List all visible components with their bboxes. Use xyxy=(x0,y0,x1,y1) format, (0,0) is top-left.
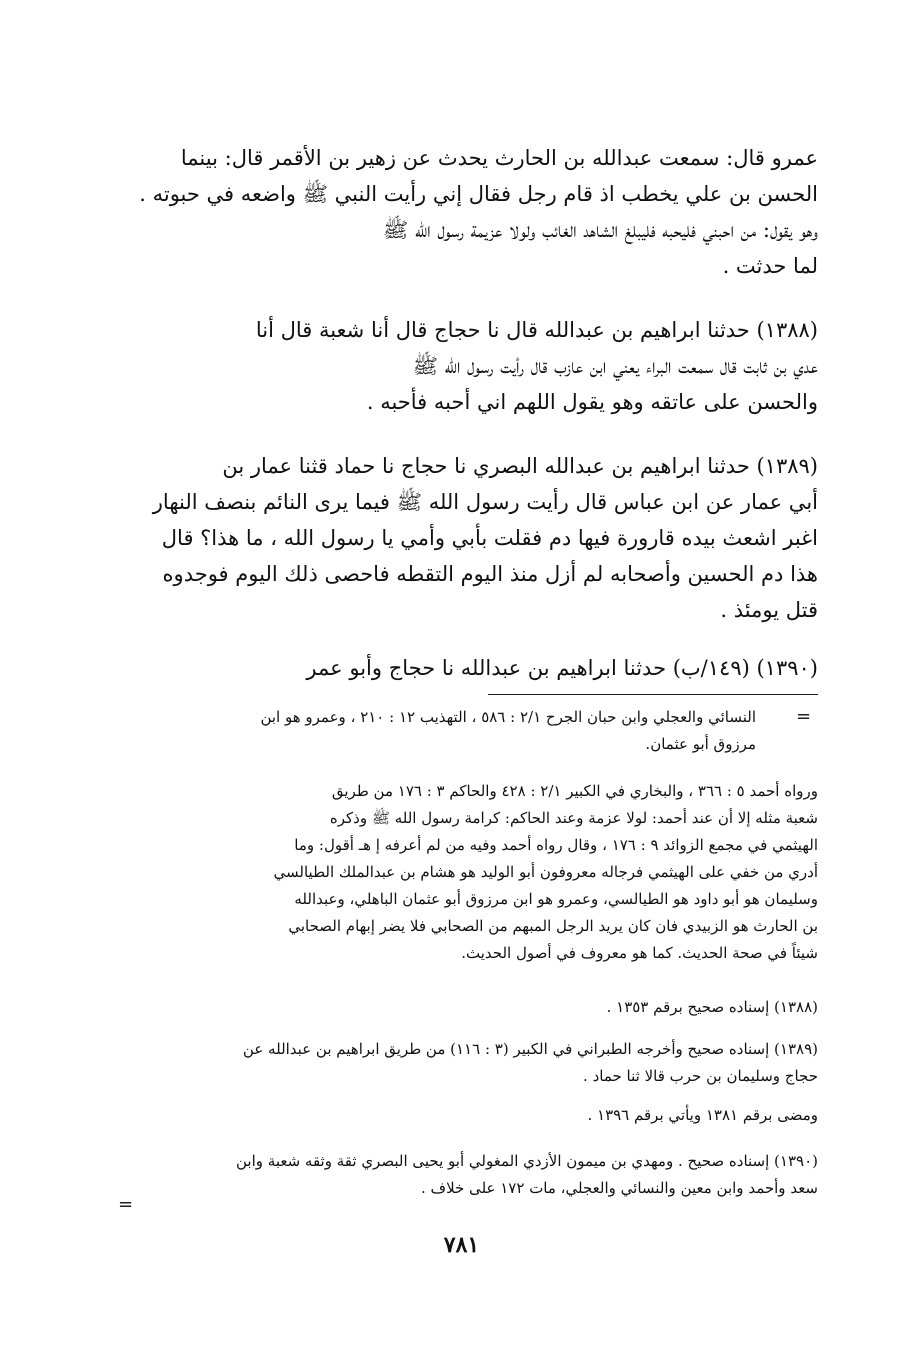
footnote-line: (١٣٨٩) إسناده صحيح وأخرجه الطبراني في الكبير (٣ : ١١٦) من طريق ابراهيم بن عبدالله عن xyxy=(242,1040,818,1058)
hadith-1390 xyxy=(128,650,818,686)
page-number: ٧٨١ xyxy=(443,1232,480,1258)
text-line: اغبر اشعث بيده قارورة فيها دم فقلت بأبي وأمي يا رسول الله ، ما هذا؟ قال xyxy=(161,526,818,550)
text-line: وهو يقول: من احبني فليحبه فليبلغ الشاهد الغائب ولولا عزيمة رسول الله ﷺ xyxy=(382,218,818,242)
text-line: لما حدثت . xyxy=(722,254,818,278)
footnote-line: النسائي والعجلي وابن حبان الجرح ٢/١ : ٥٨٦ ، التهذيب ١٢ : ٢١٠ ، وعمرو هو ابن xyxy=(260,708,756,726)
main-paragraph xyxy=(128,140,818,284)
footnote-line: ورواه أحمد ٥ : ٣٦٦ ، والبخاري في الكبير ٢/١ : ٤٢٨ والحاكم ٣ : ١٧٦ من طريق xyxy=(331,782,818,800)
footnote-line: مرزوق أبو عثمان. xyxy=(645,735,756,753)
footnote-line: أدري من خفي على الهيثمي فرجاله معروفون أبو الوليد هو هشام بن عبدالملك الطيالسي xyxy=(273,863,818,881)
hadith-1388 xyxy=(128,312,818,420)
continuation-mark: = xyxy=(796,706,812,727)
hadith-1389 xyxy=(128,448,818,628)
text-line: الحسن بن علي يخطب اذ قام رجل فقال إني رأيت النبي ﷺ واضعه في حبوته . xyxy=(139,182,818,206)
footnote-block xyxy=(128,704,756,758)
footnote-line: وسليمان هو أبو داود هو الطيالسي، وعمرو هو ابن مرزوق أبو عثمان الباهلي، وعبدالله xyxy=(294,890,818,908)
footnote-1390 xyxy=(128,1148,818,1202)
footnote-separator xyxy=(488,694,818,695)
text-line: عمرو قال: سمعت عبدالله بن الحارث يحدث عن زهير بن الأقمر قال: بينما xyxy=(180,146,818,170)
footnote-line: (١٣٨٨) إسناده صحيح برقم ١٣٥٣ . xyxy=(606,998,818,1016)
text-line: (١٣٨٩) حدثنا ابراهيم بن عبدالله البصري نا حجاج نا حماد قثنا عمار بن xyxy=(222,454,818,478)
text-line: عدي بن ثابت قال سمعت البراء يعني ابن عازب قال رأيت رسول الله ﷺ xyxy=(412,354,818,378)
footnote-line: حجاج وسليمان بن حرب قالا ثنا حماد . xyxy=(583,1067,818,1085)
continuation-mark: = xyxy=(118,1194,134,1215)
text-line: والحسن على عاتقه وهو يقول اللهم اني أحبه فأحبه . xyxy=(366,390,818,414)
footnote-line: ومضى برقم ١٣٨١ ويأتي برقم ١٣٩٦ . xyxy=(587,1106,818,1124)
text-line: أبي عمار عن ابن عباس قال رأيت رسول الله ﷺ فيما يرى النائم بنصف النهار xyxy=(152,490,818,514)
text-line: قتل يومئذ . xyxy=(720,598,818,622)
text-line: (١٣٨٨) حدثنا ابراهيم بن عبدالله قال نا حجاج قال أنا شعبة قال أنا xyxy=(255,318,818,342)
footnote-line: الهيثمي في مجمع الزوائد ٩ : ١٧٦ ، وقال رواه أحمد وفيه من لم أعرفه إ هـ أقول: وما xyxy=(294,836,818,854)
footnote-1389-crossref xyxy=(128,1102,818,1129)
text-line: (١٣٩٠) (١٤٩/ب) حدثنا ابراهيم بن عبدالله نا حجاج وأبو عمر xyxy=(306,656,818,680)
footnote-line: سعد وأحمد وابن معين والنسائي والعجلي، مات ١٧٢ على خلاف . xyxy=(420,1179,818,1197)
footnote-line: شيئاً في صحة الحديث. كما هو معروف في أصول الحديث. xyxy=(461,944,818,962)
footnote-block xyxy=(128,778,818,967)
footnote-line: شعبة مثله إلا أن عند أحمد: لولا عزمة وعند الحاكم: كرامة رسول الله ﷺ وذكره xyxy=(329,809,818,827)
footnote-1389 xyxy=(128,1036,818,1090)
text-line: هذا دم الحسين وأصحابه لم أزل منذ اليوم التقطه فاحصى ذلك اليوم فوجدوه xyxy=(162,562,818,586)
footnote-line: بن الحارث هو الزبيدي فان كان يريد الرجل المبهم من الصحابي فلا يضر إبهام الصحابي xyxy=(288,917,818,935)
footnote-line: (١٣٩٠) إسناده صحيح . ومهدي بن ميمون الأزدي المغولي أبو يحيى البصري ثقة وثقه شعبة وابن xyxy=(236,1152,818,1170)
footnote-1388 xyxy=(128,994,818,1021)
